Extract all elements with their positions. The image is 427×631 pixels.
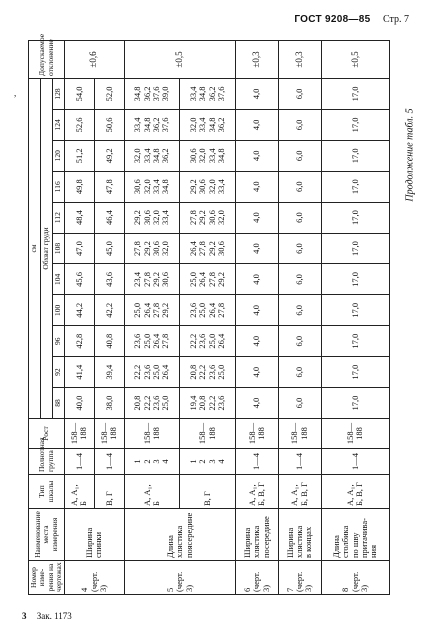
- height-cell: 158— 188: [124, 419, 180, 449]
- tolerance-cell: ±0,5: [321, 41, 390, 79]
- value-cell: 17,0: [321, 171, 390, 202]
- value-cell: 29,2 30,6 32,0 33,4: [180, 171, 236, 202]
- value-cell: 6,0: [278, 202, 321, 233]
- value-cell: 52,0: [94, 79, 124, 110]
- value-cell: 19,4 20,8 22,2 23,6: [180, 388, 236, 419]
- value-cell: 4,0: [236, 140, 279, 171]
- value-cell: 4,0: [236, 233, 279, 264]
- value-cell: 22,2 23,6 25,0 26,4: [180, 326, 236, 357]
- value-cell: 51,2: [65, 140, 95, 171]
- height-cell: 158— 188: [94, 419, 124, 449]
- measure-number-cell: 7 (черт. 3): [278, 561, 321, 595]
- chest-size-cell: 100: [53, 295, 65, 326]
- value-cell: 4,0: [236, 171, 279, 202]
- value-cell: 6,0: [278, 79, 321, 110]
- height-cell: 158— 188: [321, 419, 390, 449]
- continuation-text: Продолжение табл. 5: [404, 108, 416, 202]
- measure-name-cell: Ширина хлястика посередине: [236, 509, 279, 561]
- value-cell: 39,4: [94, 357, 124, 388]
- value-cell: 6,0: [278, 140, 321, 171]
- fullness-group-cell: 1 2 3 4: [124, 449, 180, 475]
- value-cell: 17,0: [321, 233, 390, 264]
- measure-name-cell: Ширина хлястика в концах: [278, 509, 321, 561]
- value-cell: 54,0: [65, 79, 95, 110]
- value-cell: 4,0: [236, 326, 279, 357]
- value-cell: 47,0: [65, 233, 95, 264]
- tolerance-cell: ±0,6: [65, 41, 125, 79]
- value-cell: 6,0: [278, 295, 321, 326]
- scale-type-cell: А, А₁, Б: [65, 475, 95, 509]
- value-cell: 27,8 29,2 30,6 32,0: [124, 233, 180, 264]
- value-cell: 22,2 23,6 25,0 26,4: [124, 357, 180, 388]
- value-cell: 17,0: [321, 388, 390, 419]
- chest-size-cell: 108: [53, 233, 65, 264]
- col-head-tolerance: Допускаемое отклонение: [29, 41, 65, 79]
- table-row: [236, 41, 279, 595]
- height-cell: 158— 188: [278, 419, 321, 449]
- table-row: [321, 41, 390, 595]
- page-header: [294, 14, 409, 25]
- value-cell: 6,0: [278, 171, 321, 202]
- scale-type-cell: В, Г: [180, 475, 236, 509]
- value-cell: 6,0: [278, 233, 321, 264]
- measure-number-cell: 6 (черт. 3): [236, 561, 279, 595]
- measure-name-cell: Длина хлястика поясерединe: [124, 509, 235, 561]
- value-cell: 17,0: [321, 295, 390, 326]
- fullness-group-cell: 1—4: [65, 449, 95, 475]
- value-cell: 6,0: [278, 264, 321, 295]
- value-cell: 25,0 26,4 27,8 29,2: [124, 295, 180, 326]
- value-cell: 49,2: [94, 140, 124, 171]
- scale-type-cell: В, Г: [94, 475, 124, 509]
- page-number-label: Стр. 7: [382, 14, 409, 25]
- value-cell: 17,0: [321, 202, 390, 233]
- value-cell: 50,6: [94, 109, 124, 140]
- value-cell: 47,8: [94, 171, 124, 202]
- fullness-group-cell: 1—4: [236, 449, 279, 475]
- value-cell: 33,4 34,8 36,2 37,6: [180, 79, 236, 110]
- value-cell: 25,0 26,4 27,8 29,2: [180, 264, 236, 295]
- continuation-caption: [403, 90, 417, 220]
- value-cell: 17,0: [321, 79, 390, 110]
- fullness-group-cell: 1—4: [278, 449, 321, 475]
- col-head-height: Рост: [29, 419, 65, 449]
- value-cell: 17,0: [321, 326, 390, 357]
- chest-size-cell: 88: [53, 388, 65, 419]
- value-cell: 6,0: [278, 326, 321, 357]
- chest-size-cell: 112: [53, 202, 65, 233]
- value-cell: 17,0: [321, 357, 390, 388]
- value-cell: 4,0: [236, 357, 279, 388]
- scale-type-cell: А, А₁, Б, В, Г: [278, 475, 321, 509]
- chest-size-cell: 92: [53, 357, 65, 388]
- fullness-group-cell: 1—4: [321, 449, 390, 475]
- tolerance-cell: ±0,3: [278, 41, 321, 79]
- value-cell: 45,0: [94, 233, 124, 264]
- value-cell: 45,6: [65, 264, 95, 295]
- value-cell: 17,0: [321, 140, 390, 171]
- value-cell: 4,0: [236, 109, 279, 140]
- value-cell: 48,4: [65, 202, 95, 233]
- footer-page-number: 3: [22, 611, 27, 621]
- chest-size-cell: 96: [53, 326, 65, 357]
- measurements-table: [28, 33, 390, 595]
- table-row: [278, 41, 321, 595]
- value-cell: 42,2: [94, 295, 124, 326]
- value-cell: 17,0: [321, 109, 390, 140]
- value-cell: 20,8 22,2 23,6 25,0: [124, 388, 180, 419]
- chest-size-cell: 120: [53, 140, 65, 171]
- value-cell: 46,4: [94, 202, 124, 233]
- margin-mark: ,: [14, 88, 17, 98]
- value-cell: 6,0: [278, 388, 321, 419]
- value-cell: 6,0: [278, 357, 321, 388]
- standard-number: ГОСТ 9208—85: [294, 14, 371, 25]
- value-cell: 23,4 27,8 29,2 30,6: [124, 264, 180, 295]
- scale-type-cell: А, А₁, Б, В, Г: [321, 475, 390, 509]
- value-cell: 40,0: [65, 388, 95, 419]
- fullness-group-cell: 1—4: [94, 449, 124, 475]
- tolerance-cell: ±0,3: [236, 41, 279, 79]
- value-cell: 17,0: [321, 264, 390, 295]
- value-cell: 38,0: [94, 388, 124, 419]
- page-footer: [22, 611, 72, 621]
- scale-type-cell: А, А₁, Б: [124, 475, 180, 509]
- measure-number-cell: 4 (черт. 3): [65, 561, 125, 595]
- footer-order: Зак. 1173: [36, 611, 72, 621]
- value-cell: 4,0: [236, 202, 279, 233]
- value-cell: 29,2 30,6 32,0 33,4: [124, 202, 180, 233]
- col-head-num: Номер изме- рения на чертежах: [29, 561, 65, 595]
- table-row: [124, 41, 180, 595]
- chest-size-cell: 116: [53, 171, 65, 202]
- unit-cell: см: [29, 79, 41, 419]
- height-cell: 158— 188: [180, 419, 236, 449]
- value-cell: 4,0: [236, 79, 279, 110]
- scale-type-cell: А, А₁, Б, В, Г: [236, 475, 279, 509]
- value-cell: 32,0 33,4 34,8 36,2: [124, 140, 180, 171]
- value-cell: 4,0: [236, 264, 279, 295]
- col-head-name: Наименование места измерения: [29, 509, 65, 561]
- value-cell: 6,0: [278, 109, 321, 140]
- value-cell: 44,2: [65, 295, 95, 326]
- value-cell: 33,4 34,8 36,2 37,6: [124, 109, 180, 140]
- chest-size-cell: 128: [53, 79, 65, 110]
- col-head-fullness: Полнотная группа: [29, 449, 65, 475]
- tolerance-cell: ±0,5: [124, 41, 235, 79]
- value-cell: 27,8 29,2 30,6 32,0: [180, 202, 236, 233]
- value-cell: 4,0: [236, 295, 279, 326]
- measure-name-cell: Ширина спинки: [65, 509, 125, 561]
- height-cell: 158— 188: [65, 419, 95, 449]
- chest-size-cell: 104: [53, 264, 65, 295]
- value-cell: 42,8: [65, 326, 95, 357]
- value-cell: 40,8: [94, 326, 124, 357]
- value-cell: 20,8 22,2 23,6 25,0: [180, 357, 236, 388]
- rotated-table-wrapper: [28, 33, 388, 595]
- value-cell: 23,6 25,0 26,4 27,8: [180, 295, 236, 326]
- measure-number-cell: 8 (черт. 3): [321, 561, 390, 595]
- value-cell: 49,8: [65, 171, 95, 202]
- value-cell: 30,6 32,0 33,4 34,8: [124, 171, 180, 202]
- height-cell: 158— 188: [236, 419, 279, 449]
- value-cell: 41,4: [65, 357, 95, 388]
- value-cell: 4,0: [236, 388, 279, 419]
- table-row: [65, 41, 95, 595]
- measure-number-cell: 5 (черт. 3): [124, 561, 235, 595]
- value-cell: 30,6 32,0 33,4 34,8: [180, 140, 236, 171]
- value-cell: 34,8 36,2 37,6 39,0: [124, 79, 180, 110]
- measure-name-cell: Длина столбика по шву притачива- ния: [321, 509, 390, 561]
- group-label-cell: Обхват груди: [41, 79, 53, 419]
- table-body: [65, 41, 390, 595]
- value-cell: 43,6: [94, 264, 124, 295]
- value-cell: 52,6: [65, 109, 95, 140]
- fullness-group-cell: 1 2 3 4: [180, 449, 236, 475]
- value-cell: 26,4 27,8 29,2 30,6: [180, 233, 236, 264]
- value-cell: 32,0 33,4 34,8 36,2: [180, 109, 236, 140]
- chest-size-cell: 124: [53, 109, 65, 140]
- value-cell: 23,6 25,0 26,4 27,8: [124, 326, 180, 357]
- col-head-type: Тип шкалы: [29, 475, 65, 509]
